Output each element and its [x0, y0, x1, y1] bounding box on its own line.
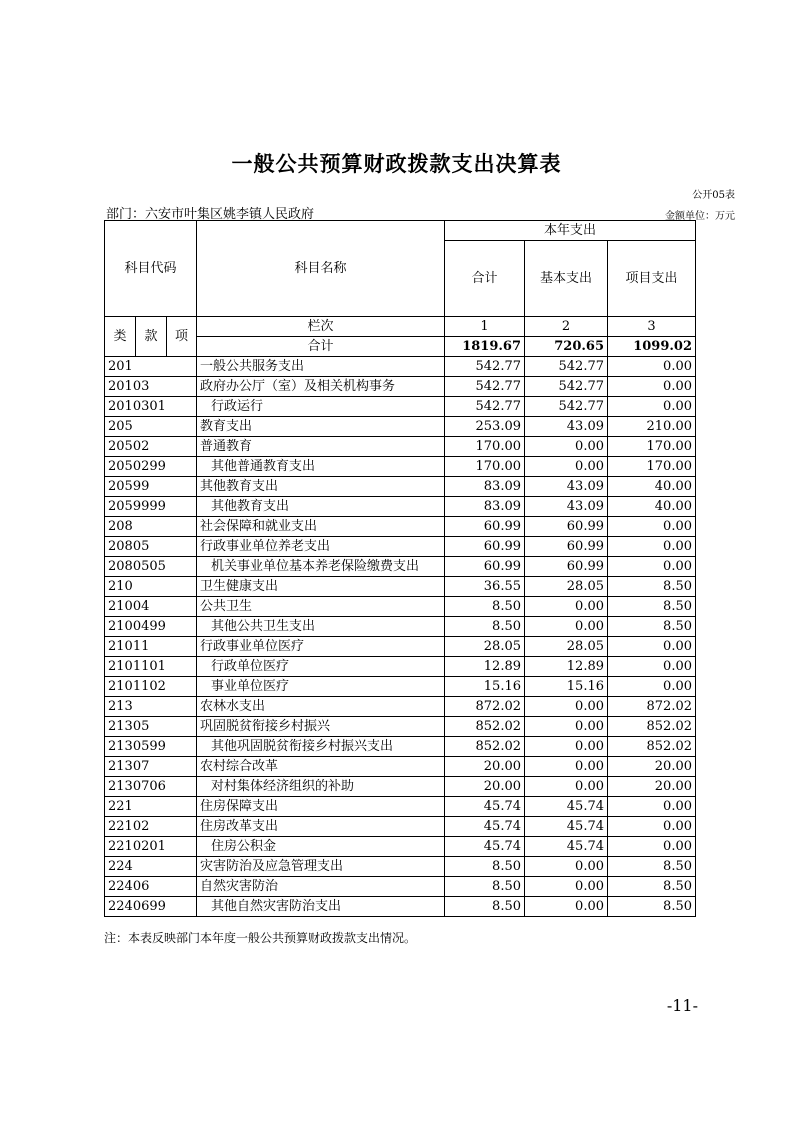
row-code: 2059999	[105, 497, 197, 517]
row-name: 其他普通教育支出	[197, 457, 445, 477]
table-row	[105, 817, 696, 837]
row-name: 行政运行	[197, 397, 445, 417]
table-row	[105, 617, 696, 637]
row-code: 2050299	[105, 457, 197, 477]
table-row	[105, 597, 696, 617]
row-basic: 0.00	[525, 897, 608, 917]
row-code: 20103	[105, 377, 197, 397]
table-body	[105, 221, 696, 917]
row-code: 2010301	[105, 397, 197, 417]
row-total: 542.77	[445, 377, 525, 397]
row-basic: 0.00	[525, 777, 608, 797]
row-total: 8.50	[445, 597, 525, 617]
row-basic: 45.74	[525, 837, 608, 857]
row-total: 20.00	[445, 777, 525, 797]
row-basic: 0.00	[525, 877, 608, 897]
row-project: 8.50	[608, 897, 696, 917]
table-row	[105, 577, 696, 597]
row-name: 机关事业单位基本养老保险缴费支出	[197, 557, 445, 577]
row-code: 224	[105, 857, 197, 877]
row-code: 2080505	[105, 557, 197, 577]
page-title: 一般公共预算财政拨款支出决算表	[231, 151, 562, 176]
row-name: 社会保障和就业支出	[197, 517, 445, 537]
row-total: 60.99	[445, 517, 525, 537]
row-project: 170.00	[608, 457, 696, 477]
row-code: 21004	[105, 597, 197, 617]
row-code: 213	[105, 697, 197, 717]
header-xiang: 项	[167, 317, 197, 357]
row-basic: 0.00	[525, 597, 608, 617]
row-basic: 60.99	[525, 557, 608, 577]
row-code: 22102	[105, 817, 197, 837]
row-total: 45.74	[445, 817, 525, 837]
row-code: 21011	[105, 637, 197, 657]
table-row	[105, 857, 696, 877]
header-lei: 类	[105, 317, 136, 357]
row-name: 行政事业单位养老支出	[197, 537, 445, 557]
form-number: 公开05表	[692, 190, 735, 201]
row-project: 0.00	[608, 517, 696, 537]
totals-label: 合计	[197, 337, 445, 357]
table-row	[105, 777, 696, 797]
row-basic: 542.77	[525, 377, 608, 397]
row-code: 22406	[105, 877, 197, 897]
table-row	[105, 837, 696, 857]
row-basic: 0.00	[525, 437, 608, 457]
row-project: 0.00	[608, 377, 696, 397]
row-total: 8.50	[445, 617, 525, 637]
row-project: 0.00	[608, 397, 696, 417]
row-code: 221	[105, 797, 197, 817]
row-total: 83.09	[445, 497, 525, 517]
table-row	[105, 717, 696, 737]
row-project: 0.00	[608, 537, 696, 557]
row-basic: 0.00	[525, 457, 608, 477]
row-basic: 542.77	[525, 357, 608, 377]
column-number-1: 1	[445, 317, 525, 337]
row-basic: 0.00	[525, 717, 608, 737]
header-total: 合计	[445, 241, 525, 317]
row-basic: 0.00	[525, 757, 608, 777]
row-code: 21307	[105, 757, 197, 777]
row-total: 60.99	[445, 537, 525, 557]
row-basic: 60.99	[525, 537, 608, 557]
row-code: 2101102	[105, 677, 197, 697]
row-name: 灾害防治及应急管理支出	[197, 857, 445, 877]
row-code: 201	[105, 357, 197, 377]
row-name: 其他巩固脱贫衔接乡村振兴支出	[197, 737, 445, 757]
row-code: 20502	[105, 437, 197, 457]
row-name: 政府办公厅（室）及相关机构事务	[197, 377, 445, 397]
header-row-1	[105, 221, 696, 241]
totals-project: 1099.02	[608, 337, 696, 357]
row-name: 事业单位医疗	[197, 677, 445, 697]
row-basic: 12.89	[525, 657, 608, 677]
row-basic: 0.00	[525, 857, 608, 877]
row-project: 0.00	[608, 837, 696, 857]
row-basic: 15.16	[525, 677, 608, 697]
row-basic: 542.77	[525, 397, 608, 417]
row-code: 2130599	[105, 737, 197, 757]
row-total: 15.16	[445, 677, 525, 697]
row-project: 852.02	[608, 737, 696, 757]
row-project: 170.00	[608, 437, 696, 457]
row-total: 45.74	[445, 837, 525, 857]
row-total: 170.00	[445, 437, 525, 457]
header-subject-name: 科目名称	[197, 221, 445, 317]
row-name: 住房公积金	[197, 837, 445, 857]
row-total: 542.77	[445, 397, 525, 417]
table-row	[105, 737, 696, 757]
row-total: 8.50	[445, 897, 525, 917]
row-project: 8.50	[608, 617, 696, 637]
row-basic: 0.00	[525, 737, 608, 757]
row-code: 208	[105, 517, 197, 537]
row-project: 20.00	[608, 777, 696, 797]
row-code: 21305	[105, 717, 197, 737]
row-project: 20.00	[608, 757, 696, 777]
row-name: 行政单位医疗	[197, 657, 445, 677]
row-name: 其他公共卫生支出	[197, 617, 445, 637]
table-row	[105, 877, 696, 897]
row-total: 36.55	[445, 577, 525, 597]
row-basic: 43.09	[525, 497, 608, 517]
table-row	[105, 517, 696, 537]
column-number-2: 2	[525, 317, 608, 337]
totals-total: 1819.67	[445, 337, 525, 357]
department-label: 部门：六安市叶集区姚李镇人民政府	[106, 207, 315, 222]
row-total: 45.74	[445, 797, 525, 817]
row-total: 28.05	[445, 637, 525, 657]
row-name: 教育支出	[197, 417, 445, 437]
row-basic: 45.74	[525, 817, 608, 837]
row-name: 农林水支出	[197, 697, 445, 717]
row-total: 542.77	[445, 357, 525, 377]
header-project: 项目支出	[608, 241, 696, 317]
row-total: 253.09	[445, 417, 525, 437]
row-project: 40.00	[608, 477, 696, 497]
column-order-label: 栏次	[197, 317, 445, 337]
row-total: 8.50	[445, 877, 525, 897]
row-total: 12.89	[445, 657, 525, 677]
row-basic: 0.00	[525, 697, 608, 717]
row-name: 农村综合改革	[197, 757, 445, 777]
row-project: 8.50	[608, 857, 696, 877]
table-row	[105, 417, 696, 437]
table-row	[105, 477, 696, 497]
row-name: 住房保障支出	[197, 797, 445, 817]
header-subject-code: 科目代码	[105, 221, 197, 317]
table-row	[105, 397, 696, 417]
row-name: 其他自然灾害防治支出	[197, 897, 445, 917]
row-basic: 43.09	[525, 477, 608, 497]
row-code: 2210201	[105, 837, 197, 857]
row-project: 852.02	[608, 717, 696, 737]
row-name: 普通教育	[197, 437, 445, 457]
row-name: 其他教育支出	[197, 497, 445, 517]
row-project: 8.50	[608, 577, 696, 597]
row-total: 83.09	[445, 477, 525, 497]
row-total: 170.00	[445, 457, 525, 477]
row-basic: 43.09	[525, 417, 608, 437]
row-total: 8.50	[445, 857, 525, 877]
table-row	[105, 897, 696, 917]
unit-label: 金额单位：万元	[665, 211, 735, 222]
table-row	[105, 557, 696, 577]
table-row	[105, 537, 696, 557]
row-code: 205	[105, 417, 197, 437]
row-name: 卫生健康支出	[197, 577, 445, 597]
row-total: 872.02	[445, 697, 525, 717]
header-kuan: 款	[136, 317, 167, 357]
row-total: 852.02	[445, 737, 525, 757]
row-name: 其他教育支出	[197, 477, 445, 497]
table-row	[105, 437, 696, 457]
row-basic: 45.74	[525, 797, 608, 817]
header-current-year: 本年支出	[445, 221, 696, 241]
row-project: 872.02	[608, 697, 696, 717]
table-row	[105, 677, 696, 697]
row-project: 8.50	[608, 877, 696, 897]
row-basic: 28.05	[525, 637, 608, 657]
header-basic: 基本支出	[525, 241, 608, 317]
row-project: 0.00	[608, 637, 696, 657]
row-project: 210.00	[608, 417, 696, 437]
row-code: 2240699	[105, 897, 197, 917]
table-row	[105, 757, 696, 777]
row-project: 40.00	[608, 497, 696, 517]
table-row	[105, 357, 696, 377]
row-project: 0.00	[608, 557, 696, 577]
table-row	[105, 797, 696, 817]
row-basic: 0.00	[525, 617, 608, 637]
row-name: 住房改革支出	[197, 817, 445, 837]
row-name: 一般公共服务支出	[197, 357, 445, 377]
table-row	[105, 377, 696, 397]
row-code: 210	[105, 577, 197, 597]
row-name: 行政事业单位医疗	[197, 637, 445, 657]
row-project: 8.50	[608, 597, 696, 617]
row-code: 2101101	[105, 657, 197, 677]
column-number-3: 3	[608, 317, 696, 337]
table-row	[105, 697, 696, 717]
row-name: 对村集体经济组织的补助	[197, 777, 445, 797]
row-name: 公共卫生	[197, 597, 445, 617]
row-code: 2130706	[105, 777, 197, 797]
row-project: 0.00	[608, 657, 696, 677]
row-project: 0.00	[608, 677, 696, 697]
row-basic: 28.05	[525, 577, 608, 597]
row-basic: 60.99	[525, 517, 608, 537]
page-number: -11-	[666, 996, 698, 1015]
row-total: 852.02	[445, 717, 525, 737]
column-order-row	[105, 317, 696, 337]
row-name: 巩固脱贫衔接乡村振兴	[197, 717, 445, 737]
row-code: 20805	[105, 537, 197, 557]
row-total: 20.00	[445, 757, 525, 777]
row-name: 自然灾害防治	[197, 877, 445, 897]
totals-basic: 720.65	[525, 337, 608, 357]
table-row	[105, 457, 696, 477]
row-project: 0.00	[608, 817, 696, 837]
table-row	[105, 657, 696, 677]
row-code: 20599	[105, 477, 197, 497]
expenditure-table	[104, 220, 696, 917]
table-row	[105, 637, 696, 657]
row-total: 60.99	[445, 557, 525, 577]
footnote: 注：本表反映部门本年度一般公共预算财政拨款支出情况。	[104, 931, 417, 945]
row-project: 0.00	[608, 357, 696, 377]
row-code: 2100499	[105, 617, 197, 637]
table-row	[105, 497, 696, 517]
row-project: 0.00	[608, 797, 696, 817]
